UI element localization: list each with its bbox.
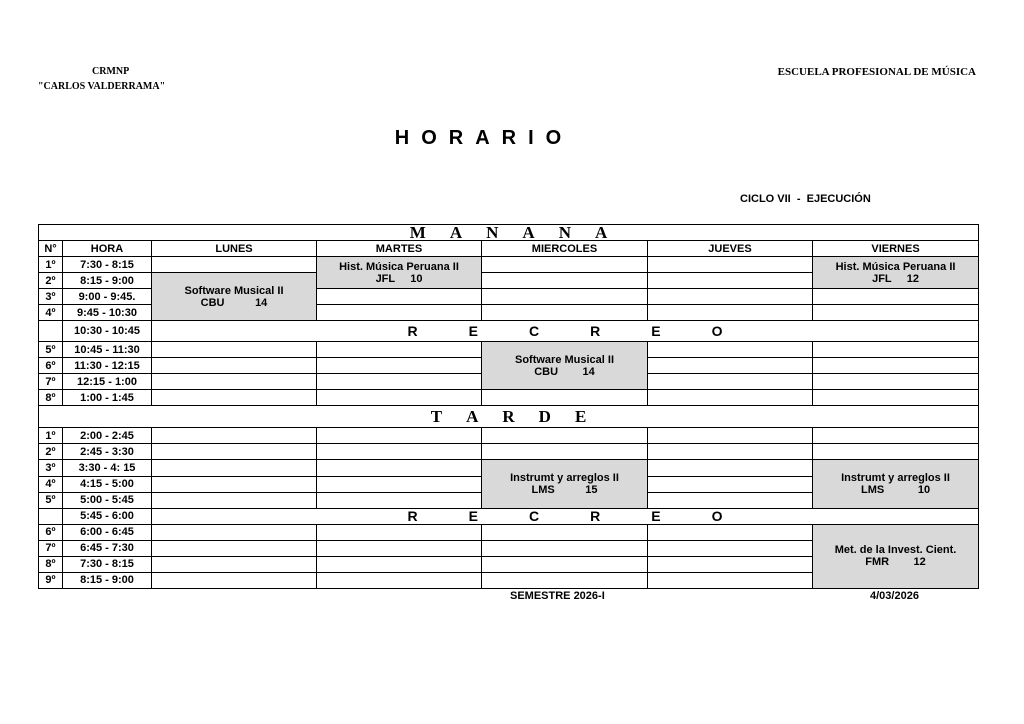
class-cell-hist-viernes — [813, 257, 979, 289]
class-cell-hist-martes — [317, 257, 482, 289]
column-header-row — [39, 241, 979, 257]
cell-empty — [482, 273, 648, 289]
cell-empty — [317, 572, 482, 588]
afternoon-section-row — [39, 406, 979, 428]
cell-empty — [317, 476, 482, 492]
cell-empty — [648, 342, 813, 358]
class-prof: LMS 15 — [531, 484, 598, 497]
table-row — [39, 444, 979, 460]
cell-empty — [482, 428, 648, 444]
cell-empty — [482, 257, 648, 273]
class-cell-software-lunes — [152, 273, 317, 321]
period-time: 1:00 - 1:45 — [63, 390, 152, 406]
table-row — [39, 428, 979, 444]
class-name: Met. de la Invest. Cient. — [834, 544, 957, 557]
period-number: 3º — [39, 460, 63, 476]
cell-empty — [648, 390, 813, 406]
cell-empty — [482, 572, 648, 588]
period-time: 2:45 - 3:30 — [63, 444, 152, 460]
cell-empty — [152, 476, 317, 492]
cell-empty — [482, 444, 648, 460]
period-time: 3:30 - 4: 15 — [63, 460, 152, 476]
class-cell-metodologia-viernes — [813, 524, 979, 588]
cell-empty — [648, 305, 813, 321]
afternoon-letter: D — [538, 406, 551, 426]
period-number: 1º — [39, 257, 63, 273]
recess-letter: E — [651, 323, 661, 340]
period-time: 10:30 - 10:45 — [63, 321, 152, 342]
period-number: 4º — [39, 305, 63, 321]
cell-empty — [152, 444, 317, 460]
class-prof: JFL 10 — [375, 272, 423, 285]
org-name: "CARLOS VALDERRAMA" — [38, 81, 166, 92]
cell-empty — [813, 305, 979, 321]
class-prof: CBU 14 — [534, 365, 595, 378]
morning-letter: M — [409, 224, 426, 241]
cell-empty — [648, 428, 813, 444]
cell-empty — [813, 342, 979, 358]
cell-empty — [648, 524, 813, 540]
cell-empty — [317, 460, 482, 476]
cell-empty — [317, 540, 482, 556]
cell-empty — [152, 524, 317, 540]
period-number: 5º — [39, 492, 63, 508]
schedule-table — [38, 224, 979, 589]
period-number: 2º — [39, 273, 63, 289]
period-number: 3º — [39, 289, 63, 305]
cell-empty — [482, 305, 648, 321]
class-prof: JFL 12 — [872, 272, 919, 285]
recess-letter: E — [468, 508, 478, 525]
cell-empty — [482, 556, 648, 572]
cell-empty — [317, 524, 482, 540]
semester-label: SEMESTRE 2026-I — [510, 590, 605, 602]
recess-letter: O — [711, 508, 723, 525]
cell-empty — [648, 492, 813, 508]
morning-section-row — [39, 225, 979, 241]
org-acronym: CRMNP — [92, 66, 130, 77]
morning-letter: N — [486, 224, 499, 241]
period-time: 8:15 - 9:00 — [63, 572, 152, 588]
cell-empty — [482, 289, 648, 305]
cell-empty — [152, 492, 317, 508]
cell-empty — [317, 556, 482, 572]
period-number: 2º — [39, 444, 63, 460]
period-time: 11:30 - 12:15 — [63, 358, 152, 374]
cell-empty — [317, 342, 482, 358]
period-number: 9º — [39, 572, 63, 588]
class-name: Software Musical II — [184, 284, 284, 297]
period-time: 9:00 - 9:45. — [63, 289, 152, 305]
cell-empty — [152, 374, 317, 390]
cell-empty — [152, 358, 317, 374]
table-row — [39, 524, 979, 540]
cell-empty — [152, 556, 317, 572]
date-label: 4/03/2026 — [870, 590, 919, 602]
cell-empty — [648, 460, 813, 476]
cell-empty — [813, 444, 979, 460]
cell-empty — [813, 390, 979, 406]
class-cell-instrumt-viernes — [813, 460, 979, 508]
recess-letter: E — [651, 508, 661, 525]
cell-empty — [317, 428, 482, 444]
afternoon-letter: E — [574, 406, 587, 426]
period-number: 7º — [39, 540, 63, 556]
cell-empty — [317, 358, 482, 374]
cell-empty — [317, 305, 482, 321]
period-time: 6:00 - 6:45 — [63, 524, 152, 540]
cell-empty — [317, 444, 482, 460]
period-number: 6º — [39, 358, 63, 374]
cell-empty — [482, 540, 648, 556]
period-time: 2:00 - 2:45 — [63, 428, 152, 444]
period-time: 10:45 - 11:30 — [63, 342, 152, 358]
cell-empty — [813, 289, 979, 305]
col-header-jueves: JUEVES — [648, 241, 813, 257]
cell-empty — [317, 374, 482, 390]
class-name: Instrumt y arreglos II — [841, 472, 950, 485]
period-number — [39, 321, 63, 342]
afternoon-section-header — [39, 406, 979, 428]
recess-letter: R — [590, 323, 601, 340]
period-number: 6º — [39, 524, 63, 540]
cell-empty — [648, 273, 813, 289]
period-number: 5º — [39, 342, 63, 358]
morning-letter: A — [594, 224, 608, 241]
cell-empty — [648, 556, 813, 572]
recess-letter: R — [407, 323, 418, 340]
col-header-hora: HORA — [63, 241, 152, 257]
cell-empty — [152, 390, 317, 406]
recess-letter: R — [407, 508, 418, 525]
recess-letter: E — [468, 323, 478, 340]
page-title: HORARIO — [394, 127, 574, 149]
recess-letter: R — [590, 508, 601, 525]
cell-empty — [152, 572, 317, 588]
table-row — [39, 460, 979, 476]
cell-empty — [152, 460, 317, 476]
recess-row — [39, 321, 979, 342]
cell-empty — [482, 524, 648, 540]
afternoon-letter: A — [466, 406, 479, 426]
afternoon-letter: R — [502, 406, 515, 426]
cell-empty — [482, 390, 648, 406]
cell-empty — [317, 390, 482, 406]
recess-letter: C — [529, 508, 540, 525]
col-header-viernes: VIERNES — [813, 241, 979, 257]
period-time: 6:45 - 7:30 — [63, 540, 152, 556]
morning-letter: N — [558, 224, 571, 241]
recess-letter: O — [711, 323, 723, 340]
period-number: 8º — [39, 556, 63, 572]
period-time: 9:45 - 10:30 — [63, 305, 152, 321]
cell-empty — [648, 476, 813, 492]
period-number — [39, 508, 63, 524]
class-prof: FMR 12 — [865, 556, 926, 569]
cell-empty — [813, 358, 979, 374]
cell-empty — [648, 540, 813, 556]
period-time: 7:30 - 8:15 — [63, 257, 152, 273]
col-header-martes: MARTES — [317, 241, 482, 257]
period-time: 4:15 - 5:00 — [63, 476, 152, 492]
period-time: 5:00 - 5:45 — [63, 492, 152, 508]
period-time: 5:45 - 6:00 — [63, 508, 152, 524]
cell-empty — [648, 358, 813, 374]
cell-empty — [648, 257, 813, 273]
period-number: 4º — [39, 476, 63, 492]
cell-empty — [152, 428, 317, 444]
class-name: Instrumt y arreglos II — [510, 472, 619, 485]
morning-letter: A — [449, 224, 463, 241]
period-number: 8º — [39, 390, 63, 406]
class-cell-software-miercoles — [482, 342, 648, 390]
col-header-miercoles: MIERCOLES — [482, 241, 648, 257]
col-header-num: N° — [39, 241, 63, 257]
class-prof: LMS 10 — [860, 484, 931, 497]
class-name: Hist. Música Peruana II — [835, 260, 956, 273]
cell-empty — [813, 428, 979, 444]
afternoon-letter: T — [430, 406, 443, 426]
table-row — [39, 390, 979, 406]
period-time: 8:15 - 9:00 — [63, 273, 152, 289]
cell-empty — [648, 289, 813, 305]
morning-letter: A — [522, 224, 535, 241]
recess-row — [39, 508, 979, 524]
col-header-lunes: LUNES — [152, 241, 317, 257]
recess-label — [152, 508, 979, 524]
recess-letter: C — [529, 323, 540, 340]
cell-empty — [317, 492, 482, 508]
cell-empty — [648, 444, 813, 460]
period-number: 1º — [39, 428, 63, 444]
cell-empty — [648, 572, 813, 588]
table-row — [39, 257, 979, 273]
cycle-label: CICLO VII - EJECUCIÓN — [740, 193, 871, 205]
class-name: Software Musical II — [514, 353, 615, 366]
school-name: ESCUELA PROFESIONAL DE MÚSICA — [777, 66, 976, 78]
period-time: 12:15 - 1:00 — [63, 374, 152, 390]
period-number: 7º — [39, 374, 63, 390]
class-cell-instrumt-miercoles — [482, 460, 648, 508]
period-time: 7:30 - 8:15 — [63, 556, 152, 572]
cell-empty — [152, 257, 317, 273]
cell-empty — [317, 289, 482, 305]
cell-empty — [152, 342, 317, 358]
cell-empty — [152, 540, 317, 556]
cell-empty — [648, 374, 813, 390]
class-prof: CBU 14 — [200, 296, 268, 309]
recess-label — [152, 321, 979, 342]
cell-empty — [813, 374, 979, 390]
morning-section-header — [39, 225, 979, 241]
table-row — [39, 342, 979, 358]
class-name: Hist. Música Peruana II — [339, 260, 459, 273]
